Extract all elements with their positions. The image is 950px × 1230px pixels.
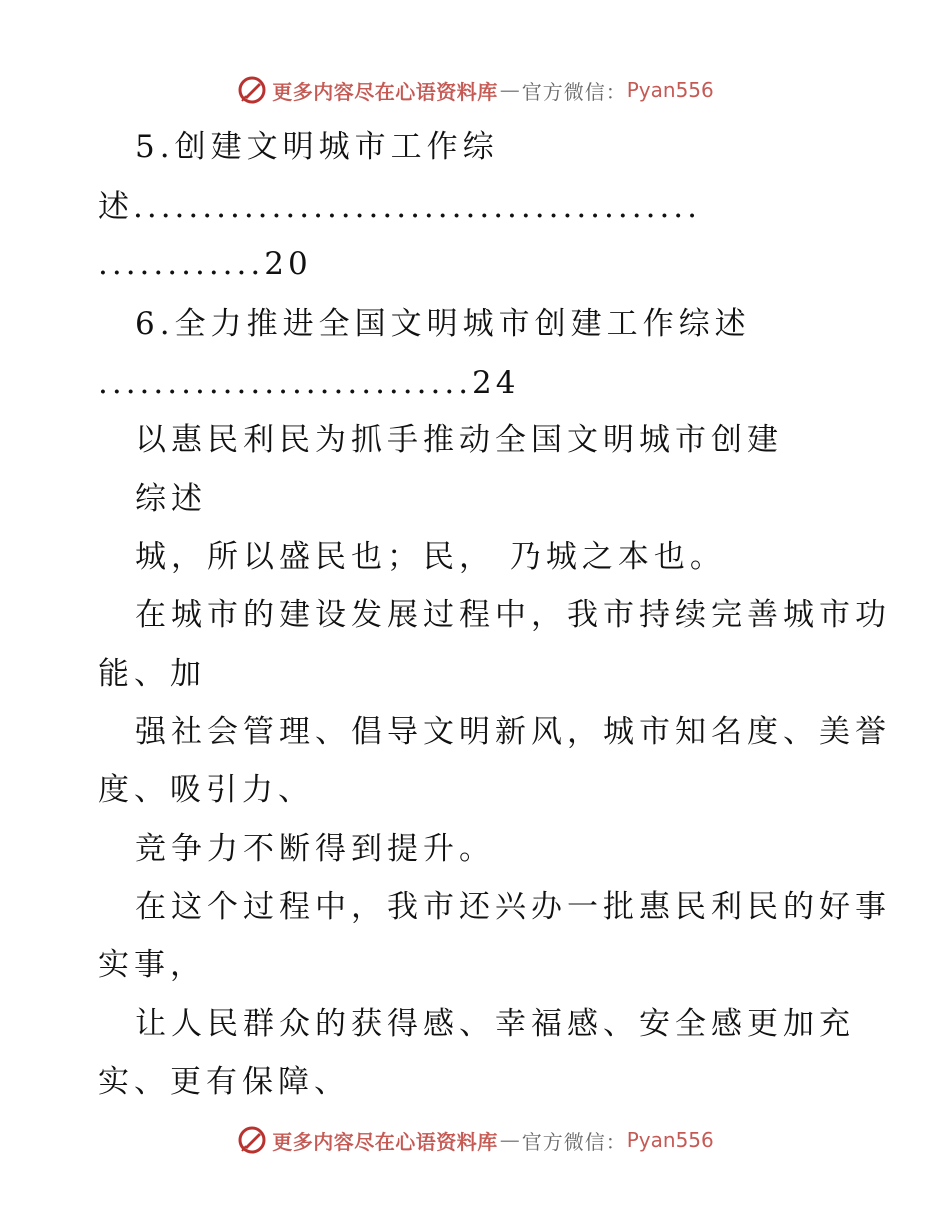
paragraph-line: 强社会管理、倡导文明新风，城市知名度、美誉 [135,714,891,750]
toc-entry-5-page: ............20 [98,246,312,282]
toc-entry-6-leader: ...........................24 [98,365,520,401]
site-name: 更多内容尽在心语资料库 [272,79,498,104]
paragraph-line: 实、更有保障、 [98,1064,350,1100]
toc-entry-5-leader: 述......................................... [98,189,702,225]
toc-entry-6-title: 6.全力推进全国文明城市创建工作综述 [135,306,751,342]
banner-separator: — [499,1128,520,1152]
header-banner [0,70,950,110]
footer-banner [0,1120,950,1160]
wechat-label: 官方微信： [521,79,627,104]
paragraph-line: 在城市的建设发展过程中，我市持续完善城市功 [135,597,891,633]
paragraph-line: 竞争力不断得到提升。 [135,831,495,867]
quill-logo-icon [236,74,268,106]
article-title-cont: 综述 [135,481,207,517]
paragraph-line: 在这个过程中，我市还兴办一批惠民利民的好事 [135,889,891,925]
wechat-id: Pyan556 [626,1128,714,1152]
paragraph-line: 让人民群众的获得感、幸福感、安全感更加充 [135,1006,855,1042]
quill-logo-icon [236,1124,268,1156]
paragraph-line: 实事， [98,947,206,983]
banner-separator: — [499,78,520,102]
article-title: 以惠民利民为抓手推动全国文明城市创建 [135,422,783,458]
toc-entry-5-title: 5.创建文明城市工作综 [135,129,499,165]
wechat-id: Pyan556 [626,78,714,102]
wechat-label: 官方微信： [521,1129,627,1154]
site-name: 更多内容尽在心语资料库 [272,1129,498,1154]
paragraph-line: 度、吸引力、 [98,772,314,808]
paragraph-line: 能、加 [98,656,206,692]
paragraph-line: 城，所以盛民也；民， 乃城之本也。 [135,539,726,575]
